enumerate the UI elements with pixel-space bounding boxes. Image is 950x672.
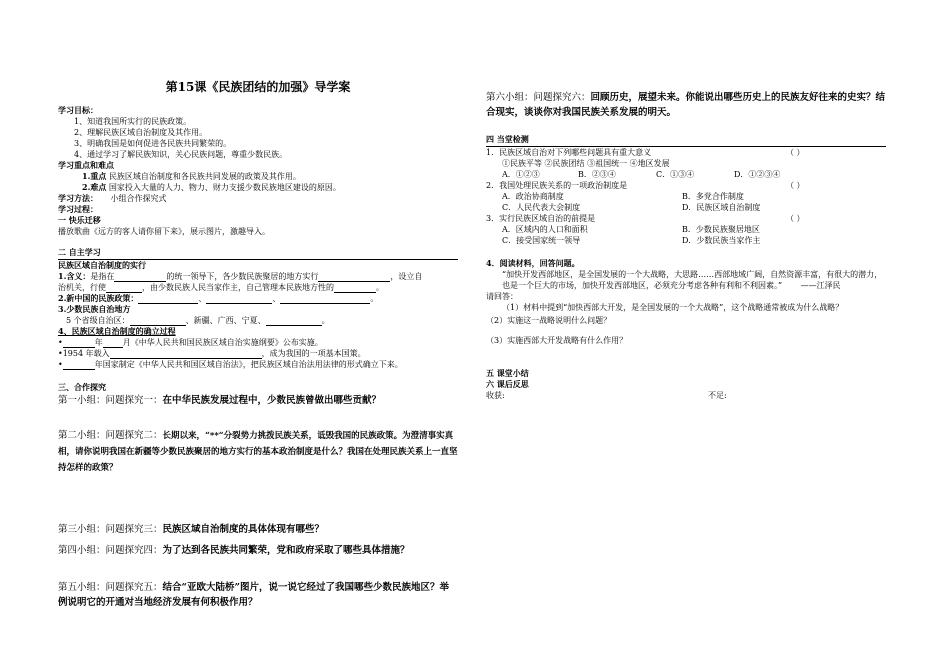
key-label: 1.重点 xyxy=(82,171,107,181)
goal-item: 1、知道我国所实行的民族政策。 xyxy=(74,117,192,126)
question-1-items: ①民族平等 ②民族团结 ③祖国统一 ④地区发展 xyxy=(502,159,670,168)
group-label: 第二小组：问题探究二： xyxy=(58,430,163,441)
item1-line1 xyxy=(58,271,458,282)
question-2 xyxy=(486,180,886,191)
question-1 xyxy=(486,147,886,158)
key-point xyxy=(58,171,458,182)
section-six-heading: 六 课后反思 xyxy=(486,379,529,389)
reading-material xyxy=(486,269,886,291)
goal-item: 4、通过学习了解民族知识，关心民族问题，尊重少数民族。 xyxy=(74,150,288,159)
section-four-heading: 四 当堂检测 xyxy=(486,134,529,144)
group-five xyxy=(58,580,458,610)
blank[interactable] xyxy=(106,283,142,293)
method-line xyxy=(58,193,458,204)
question-2-options-1 xyxy=(486,191,886,202)
item1-text-a: 是指在 xyxy=(90,272,115,281)
group-label: 第四小组：问题探究四： xyxy=(58,545,163,556)
group-question: 民族区域自治制度的具体体现有哪些？ xyxy=(162,524,325,535)
question-text: 3．实行民族区域自治的前提是 xyxy=(486,214,596,223)
answer-paren[interactable]: （ ） xyxy=(786,148,805,157)
blank[interactable] xyxy=(266,316,322,326)
reading-text: “加快开发西部地区，是全国发展的一个大战略，大思路……西部地域广阔，自然资源丰富，有很大的潜力，也是一个巨大的市场，加快开发西部地区，必须充分考虑各种有利和不利因素。” xyxy=(502,270,883,290)
item4-label: 4、民族区域自治制度的确立过程 xyxy=(58,326,176,336)
left-column xyxy=(58,78,458,610)
item4-text: ，成为我国的一项基本国策。 xyxy=(261,349,366,358)
group-label: 第三小组：问题探究三： xyxy=(58,524,163,535)
method-label: 学习方法： xyxy=(58,193,98,203)
item3-text-a: 5 个省级自治区： xyxy=(66,316,130,325)
right-column xyxy=(486,90,886,401)
group-question: 为了达到各民族共同繁荣，党和政府采取了哪些具体措施？ xyxy=(162,545,410,556)
item4-line2 xyxy=(58,348,458,359)
group-question: 回顾历史，展望未来。你能说出哪些历史上的民族友好往来的史实？结合现实，谈谈你对我国民族关系发展的明天。 xyxy=(486,92,886,118)
key-end: 。 xyxy=(292,172,301,181)
blank[interactable] xyxy=(130,316,186,326)
question-text: 2．我国处理民族关系的一项政治制度是 xyxy=(486,181,628,190)
item4-text: 年 xyxy=(94,338,103,347)
question-1-options xyxy=(486,169,886,180)
question-3 xyxy=(486,213,886,224)
item1-text-b: 的统一领导下，各少数民族聚居的地方实行 xyxy=(166,272,319,281)
blank[interactable] xyxy=(110,349,262,359)
item1-text-e: ，由少数民族人民当家作主，自己管理本民族地方性的 xyxy=(142,283,334,292)
blank[interactable] xyxy=(63,360,95,370)
group-two xyxy=(58,428,458,476)
option-b[interactable]: B．少数民族聚居地区 xyxy=(682,225,760,234)
item1-label: 1.含义： xyxy=(58,271,91,281)
option-a[interactable]: A．①②③ xyxy=(502,170,540,179)
bullet: • xyxy=(58,349,63,358)
item2-line xyxy=(58,293,458,304)
reading-question-2: （2）实施这一战略说明什么问题？ xyxy=(486,316,612,325)
group-one xyxy=(58,393,458,408)
item3-line xyxy=(58,315,458,326)
bullet: • xyxy=(58,360,63,369)
question-3-options-1 xyxy=(486,224,886,235)
option-d[interactable]: D．民族区域自治制度 xyxy=(682,203,761,212)
blank[interactable] xyxy=(103,338,123,348)
option-d[interactable]: D．少数民族当家作主 xyxy=(682,236,761,245)
blank[interactable] xyxy=(280,294,370,304)
key-text: 民族区域自治制度和各民族共同发展的政策及其作用 xyxy=(108,172,293,181)
item3-label: 3.少数民族自治地方 xyxy=(58,304,131,314)
option-a[interactable]: A．区域内的人口和面积 xyxy=(502,225,588,234)
reading-question-1: （1）材料中提到“加快西部大开发，是全国发展的一个大战略”，这个战略通常被成为什么战略？ xyxy=(502,303,844,312)
item4-line1 xyxy=(58,337,458,348)
section-one-text: 播放歌曲《远方的客人请你留下来》，展示图片，激趣导入。 xyxy=(58,227,270,236)
option-a[interactable]: A．政治协商制度 xyxy=(502,192,564,201)
section-five-heading: 五 课堂小结 xyxy=(486,368,529,378)
item4-text: 年国家制定《中华人民共和国区域自治法》，把民族区域自治法用法律的形式确立下来。 xyxy=(94,360,403,369)
key-points-heading: 学习重点和难点 xyxy=(58,160,114,170)
item1-text-f: 。 xyxy=(376,283,384,292)
item4-text: 1954 年载入 xyxy=(62,349,110,358)
item4-line3 xyxy=(58,359,458,370)
goal-item: 3、明确我国是如何促进各民族共同繁荣的。 xyxy=(74,139,232,148)
group-label: 第六小组：问题探究六： xyxy=(486,92,591,103)
reading-source: ——江泽民 xyxy=(800,281,841,290)
question-text: 1．民族区域自治对下列哪些问题具有重大意义 xyxy=(486,148,652,157)
goal-item: 2、理解民族区域自治制度及其作用。 xyxy=(74,128,208,137)
bullet: • xyxy=(58,338,63,347)
group-question: 在中华民族发展过程中，少数民族曾做出哪些贡献？ xyxy=(162,395,382,406)
section-two-heading: 二 自主学习 xyxy=(58,247,101,257)
option-c[interactable]: C．人民代表大会制度 xyxy=(502,203,581,212)
group-four xyxy=(58,543,458,558)
group-three xyxy=(58,522,458,537)
option-d[interactable]: D．①②③④ xyxy=(734,170,781,179)
item2-label: 2.新中国的民族政策： xyxy=(58,293,139,303)
item4-text: 月《中华人民共和国民族区域自治实施纲要》公布实施。 xyxy=(122,338,323,347)
item2-sep: 、 xyxy=(198,294,207,303)
goals-heading: 学习目标： xyxy=(58,105,98,115)
group-question: 长期以来，“**“分裂势力挑拨民族关系，诋毁我国的民族政策。为澄清事实真相，请你说明我国在新疆等少数民族聚居的地方实行的基本政治制度是什么？我国在处理民族关系上一直坚持怎样的政策？ xyxy=(58,431,458,473)
item3-text-c: 。 xyxy=(321,316,330,325)
item1-line2 xyxy=(58,282,458,293)
answer-paren[interactable]: （ ） xyxy=(786,181,805,190)
option-c[interactable]: C．接受国家统一领导 xyxy=(502,236,581,245)
section-two-subheading: 民族区域自治制度的实行 xyxy=(58,260,146,270)
option-b[interactable]: B．②③④ xyxy=(578,170,616,179)
blank[interactable] xyxy=(318,272,390,282)
section-one-heading: 一 快乐迁移 xyxy=(58,215,101,225)
item3-text-b: 、新疆、广西、宁夏、 xyxy=(185,316,266,325)
gain-label: 收获: xyxy=(486,391,505,400)
reflection-line xyxy=(486,390,886,401)
difficulty-label: 2.难点 xyxy=(82,182,107,192)
item2-sep: 、 xyxy=(272,294,281,303)
difficulty-point xyxy=(58,182,458,193)
option-b[interactable]: B．多党合作制度 xyxy=(682,192,744,201)
question-3-options-2 xyxy=(486,235,886,246)
option-c[interactable]: C．①③④ xyxy=(656,170,695,179)
group-question: 结合“亚欧大陆桥”图片，说一说它经过了我国哪些少数民族地区？举例说明它的开通对当地经济发展有何积极作用？ xyxy=(58,582,449,608)
blank[interactable] xyxy=(138,294,198,304)
blank[interactable] xyxy=(206,294,272,304)
item1-text-c: ，设立自 xyxy=(390,272,423,281)
group-six xyxy=(486,90,886,120)
reading-question-3: （3）实施西部大开发战略有什么作用？ xyxy=(486,336,628,345)
item1-text-d: 治机关，行使 xyxy=(58,283,106,292)
blank[interactable] xyxy=(334,283,376,293)
lack-label: 不足: xyxy=(708,391,727,400)
reading-ask: 请回答： xyxy=(486,292,518,301)
question-2-options-2 xyxy=(486,202,886,213)
method-text: 小组合作探究式 xyxy=(110,194,167,203)
group-label: 第五小组：问题探究五： xyxy=(58,582,163,593)
page-title: 第15课《民族团结的加强》导学案 xyxy=(165,80,351,94)
answer-paren[interactable]: （ ） xyxy=(786,214,805,223)
process-heading: 学习过程： xyxy=(58,204,98,214)
reading-heading: 4．阅读材料，回答问题。 xyxy=(486,258,580,268)
section-three-heading: 三、合作探究 xyxy=(58,382,106,392)
difficulty-text: 国家投入大量的人力、物力、财力支援少数民族地区建设的原因。 xyxy=(108,183,341,192)
item2-end: 。 xyxy=(370,294,379,303)
group-label: 第一小组：问题探究一： xyxy=(58,395,163,406)
blank[interactable] xyxy=(63,338,95,348)
blank[interactable] xyxy=(114,272,166,282)
